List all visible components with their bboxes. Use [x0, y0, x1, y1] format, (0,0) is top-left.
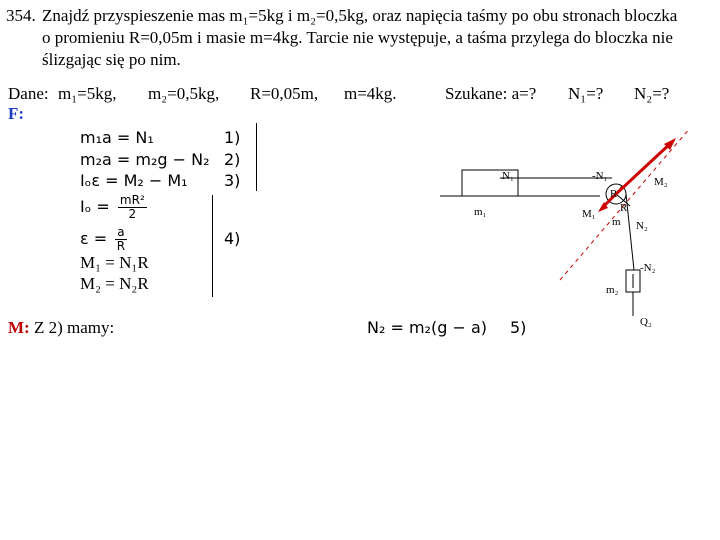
- pulley-diagram: [440, 120, 700, 330]
- equation-5-fraction: [115, 226, 126, 253]
- label-Q2: Q₂: [640, 316, 652, 328]
- label-N1: N₁: [502, 170, 514, 182]
- label-N2: N₂: [636, 220, 648, 232]
- math-text: Z 2) mamy:: [33, 318, 115, 337]
- math-section: [8, 318, 114, 338]
- given-m1: m₁=5kg,: [58, 84, 117, 103]
- equation-6: M₁ = N₁R: [80, 253, 149, 272]
- equation-5-lhs: ε =: [80, 229, 108, 248]
- problem-number: 354.: [6, 6, 36, 25]
- sought-label: Szukane: a=?: [445, 84, 537, 103]
- problem-line-1: Znajdź przyspieszenie mas m₁=5kg i m₂=0,5kg, oraz napięcia taśmy po obu stronach bloczka: [42, 6, 678, 25]
- equation-3: Iₒε = M₂ − M₁: [80, 171, 188, 190]
- label-m2: m₂: [606, 284, 619, 296]
- label-R1: R: [610, 188, 618, 200]
- equation-number-5: 5): [510, 318, 527, 337]
- label-m1: m₁: [474, 206, 487, 218]
- equation-4-fraction: [118, 194, 147, 221]
- math-label: M:: [8, 318, 30, 337]
- given-label: Dane:: [8, 84, 49, 103]
- equation-2: m₂a = m₂g − N₂: [80, 150, 210, 169]
- equation-number-2: 2): [224, 150, 241, 169]
- problem-line-3: ślizgając się po nim.: [42, 50, 181, 69]
- physics-label: F:: [8, 104, 25, 123]
- equation-5: [80, 226, 127, 253]
- label-M1: M₁: [582, 208, 596, 220]
- equation-number-4: 4): [224, 229, 241, 248]
- problem-line-2: o promieniu R=0,05m i masie m=4kg. Tarcie nie występuje, a taśma przylega do bloczka nie: [42, 28, 673, 47]
- equation-final: N₂ = m₂(g − a): [367, 318, 487, 337]
- given-R: R=0,05m,: [250, 84, 319, 103]
- label-minus-N1: -N₁: [592, 170, 608, 182]
- equation-1: m₁a = N₁: [80, 128, 154, 147]
- label-minus-N2: -N₂: [640, 262, 656, 274]
- equation-4-numerator: mR²: [119, 193, 145, 207]
- sought-N1: N₁=?: [568, 84, 604, 103]
- bracket-line-left: [212, 195, 213, 297]
- label-m: m: [612, 216, 621, 228]
- equation-5-numerator: a: [117, 225, 125, 239]
- sought-N2: N₂=?: [634, 84, 670, 103]
- equation-number-3: 3): [224, 171, 241, 190]
- label-R2: R: [620, 202, 628, 214]
- equation-7: M₂ = N₂R: [80, 274, 149, 293]
- equation-4-lhs: Iₒ =: [80, 197, 110, 216]
- equation-4: [80, 194, 147, 221]
- equation-5-denominator: R: [116, 239, 126, 253]
- equation-4-denominator: 2: [128, 207, 137, 221]
- bracket-line-right: [256, 123, 257, 191]
- equation-number-1: 1): [224, 128, 241, 147]
- given-m2: m₂=0,5kg,: [148, 84, 220, 103]
- given-m: m=4kg.: [344, 84, 397, 103]
- label-M2: M₂: [654, 176, 668, 188]
